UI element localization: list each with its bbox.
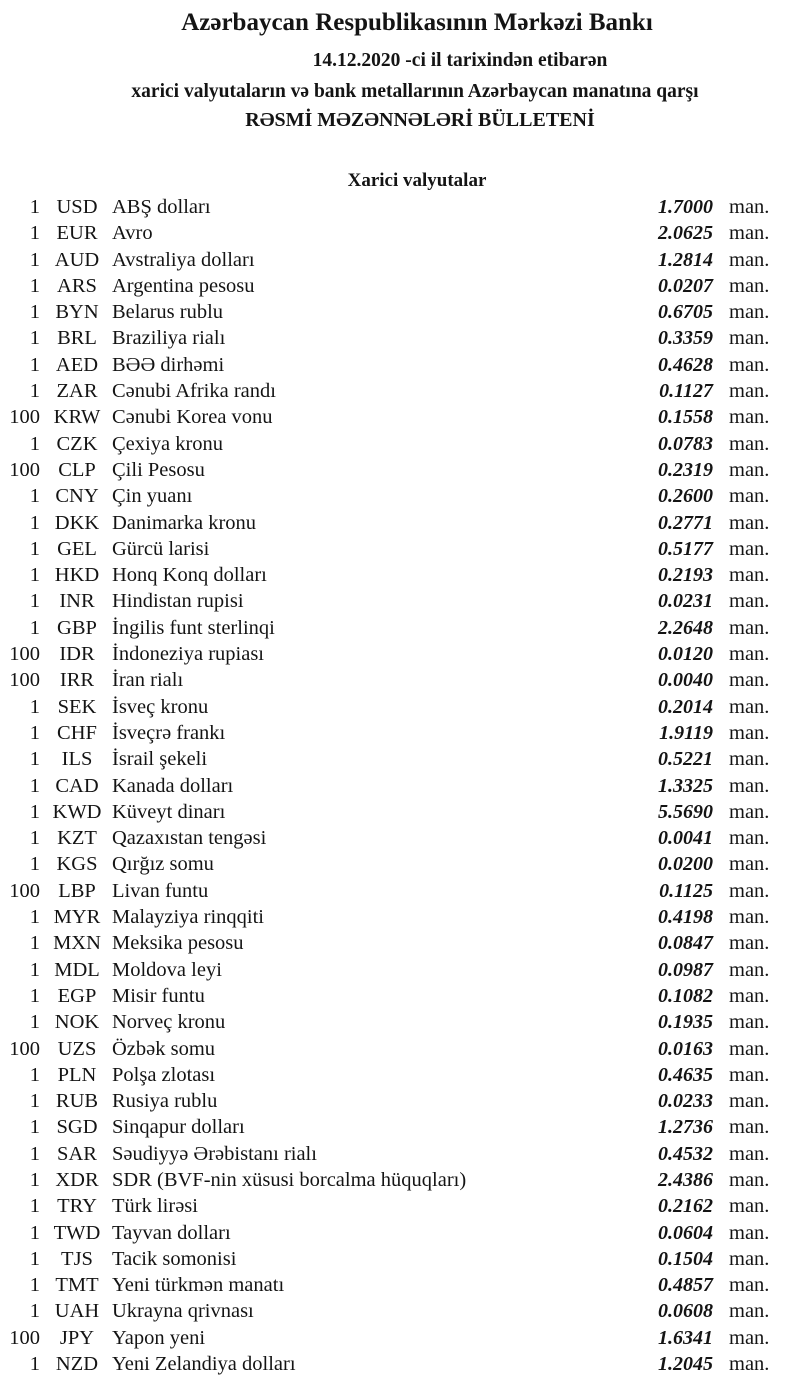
rate-row-pln xyxy=(0,1062,800,1088)
quantity: 1 xyxy=(29,222,40,245)
currency-code: NOK xyxy=(54,1011,100,1034)
quantity: 1 xyxy=(29,695,40,718)
currency-name: Hindistan rupisi xyxy=(112,590,244,613)
quantity: 100 xyxy=(9,643,40,666)
unit-label: man. xyxy=(729,1353,770,1376)
unit-label: man. xyxy=(729,1221,770,1244)
rate-row-cny xyxy=(0,483,800,509)
rate-row-cad xyxy=(0,773,800,799)
unit-label: man. xyxy=(729,248,770,271)
rate-row-sek xyxy=(0,694,800,720)
quantity: 100 xyxy=(9,406,40,429)
unit-label: man. xyxy=(729,616,770,639)
rate-row-chf xyxy=(0,720,800,746)
currency-code: AED xyxy=(55,353,99,376)
rate-row-inr xyxy=(0,588,800,614)
currency-code: USD xyxy=(56,196,98,218)
quantity: 1 xyxy=(29,511,40,534)
currency-name: ABŞ dolları xyxy=(112,196,211,218)
rate-row-myr xyxy=(0,904,800,930)
unit-label: man. xyxy=(729,1168,770,1191)
currency-name: İsrail şekeli xyxy=(112,748,208,771)
currency-name: Cənubi Afrika randı xyxy=(112,380,276,403)
currency-name: Səudiyyə Ərəbistanı rialı xyxy=(112,1142,317,1165)
rate-value: 0.1082 xyxy=(658,984,713,1007)
rate-value: 0.0231 xyxy=(658,590,713,613)
rate-row-mdl xyxy=(0,957,800,983)
bulletin-page xyxy=(0,6,800,1390)
rate-row-nok xyxy=(0,1009,800,1035)
rate-row-lbp xyxy=(0,878,800,904)
rate-value: 0.4198 xyxy=(658,906,713,929)
currency-code: UZS xyxy=(57,1037,97,1060)
rate-value: 0.2162 xyxy=(658,1195,713,1218)
rate-row-kgs xyxy=(0,851,800,877)
currency-code: MDL xyxy=(54,958,100,981)
currency-name: Misir funtu xyxy=(112,984,205,1007)
currency-name: Yeni Zelandiya dolları xyxy=(112,1353,296,1376)
rate-value: 0.4628 xyxy=(658,353,713,376)
quantity: 1 xyxy=(29,827,40,850)
quantity: 1 xyxy=(29,1116,40,1139)
currency-code: KZT xyxy=(57,827,97,850)
rate-row-czk xyxy=(0,431,800,457)
rate-value: 0.6705 xyxy=(658,301,713,324)
rate-row-gbp xyxy=(0,615,800,641)
unit-label: man. xyxy=(729,274,770,297)
quantity: 100 xyxy=(9,669,40,692)
currency-code: ARS xyxy=(57,274,97,297)
quantity: 1 xyxy=(29,1011,40,1034)
currency-code: CLP xyxy=(58,458,96,481)
quantity: 1 xyxy=(29,616,40,639)
currency-code: SEK xyxy=(57,695,97,718)
unit-label: man. xyxy=(729,537,770,560)
currency-code: KWD xyxy=(52,800,102,823)
currency-name: Honq Konq dolları xyxy=(112,564,267,587)
currency-code: KGS xyxy=(56,853,98,876)
quantity: 1 xyxy=(29,327,40,350)
unit-label: man. xyxy=(729,485,770,508)
quantity: 100 xyxy=(9,879,40,902)
rate-row-tjs xyxy=(0,1246,800,1272)
rate-row-kwd xyxy=(0,799,800,825)
unit-label: man. xyxy=(729,432,770,455)
unit-label: man. xyxy=(729,196,770,218)
rate-value: 1.2045 xyxy=(658,1353,713,1376)
unit-label: man. xyxy=(729,748,770,771)
rate-value: 1.2736 xyxy=(658,1116,713,1139)
rate-row-aud xyxy=(0,247,800,273)
rate-value: 0.0783 xyxy=(658,432,713,455)
currency-name: Danimarka kronu xyxy=(112,511,257,534)
quantity: 1 xyxy=(29,1300,40,1323)
page-title: Azərbaycan Respublikasının Mərkəzi Bankı xyxy=(181,9,653,36)
rate-row-ars xyxy=(0,273,800,299)
unit-label: man. xyxy=(729,1274,770,1297)
quantity: 1 xyxy=(29,853,40,876)
unit-label: man. xyxy=(729,327,770,350)
unit-label: man. xyxy=(729,643,770,666)
currency-name: Tacik somonisi xyxy=(112,1247,237,1270)
quantity: 1 xyxy=(29,380,40,403)
currency-code: HKD xyxy=(54,564,100,587)
quantity: 1 xyxy=(29,1221,40,1244)
unit-label: man. xyxy=(729,1090,770,1113)
currency-code: PLN xyxy=(57,1063,97,1086)
unit-label: man. xyxy=(729,301,770,324)
currency-name: Çili Pesosu xyxy=(112,458,205,481)
currency-name: İsveç kronu xyxy=(112,695,209,718)
unit-label: man. xyxy=(729,590,770,613)
currency-code: BRL xyxy=(57,327,97,350)
bulletin-title: RƏSMİ MƏZƏNNƏLƏRİ BÜLLETENİ xyxy=(245,109,595,131)
unit-label: man. xyxy=(729,222,770,245)
quantity: 1 xyxy=(29,1353,40,1376)
unit-label: man. xyxy=(729,932,770,955)
currency-code: LBP xyxy=(58,879,96,902)
currency-code: NZD xyxy=(55,1353,99,1376)
unit-label: man. xyxy=(729,721,770,744)
rate-row-hkd xyxy=(0,562,800,588)
currency-code: EUR xyxy=(56,222,98,245)
currency-code: AUD xyxy=(54,248,100,271)
currency-code: DKK xyxy=(54,511,100,534)
currency-name: Yeni türkmən manatı xyxy=(112,1274,285,1297)
rate-row-twd xyxy=(0,1220,800,1246)
unit-label: man. xyxy=(729,1195,770,1218)
rate-value: 1.3325 xyxy=(658,774,713,797)
rate-row-ils xyxy=(0,746,800,772)
currency-name: BƏƏ dirhəmi xyxy=(112,353,225,376)
currency-code: IDR xyxy=(59,643,95,666)
currency-name: Yapon yeni xyxy=(112,1326,206,1349)
unit-label: man. xyxy=(729,1247,770,1270)
currency-name: Meksika pesosu xyxy=(112,932,244,955)
quantity: 1 xyxy=(29,564,40,587)
currency-name: İndoneziya rupiası xyxy=(112,643,264,666)
currency-code: TMT xyxy=(55,1274,99,1297)
rate-value: 0.0041 xyxy=(658,827,713,850)
rate-row-usd xyxy=(0,194,800,220)
unit-label: man. xyxy=(729,669,770,692)
currency-name: Qazaxıstan tengəsi xyxy=(112,827,267,850)
rate-row-uah xyxy=(0,1298,800,1324)
rate-row-krw xyxy=(0,404,800,430)
rate-value: 0.0604 xyxy=(658,1221,713,1244)
currency-name: Braziliya rialı xyxy=(112,327,226,350)
currency-code: TRY xyxy=(57,1195,97,1218)
rate-value: 0.4532 xyxy=(658,1142,713,1165)
rate-value: 0.0847 xyxy=(658,932,713,955)
currency-code: TJS xyxy=(61,1247,93,1270)
rate-row-byn xyxy=(0,299,800,325)
currency-code: CAD xyxy=(55,774,99,797)
quantity: 100 xyxy=(9,1037,40,1060)
unit-label: man. xyxy=(729,1063,770,1086)
currency-name: Küveyt dinarı xyxy=(112,800,226,823)
quantity: 1 xyxy=(29,196,40,218)
rate-value: 2.0625 xyxy=(658,222,713,245)
unit-label: man. xyxy=(729,1037,770,1060)
quantity: 1 xyxy=(29,932,40,955)
rate-row-dkk xyxy=(0,510,800,536)
unit-label: man. xyxy=(729,958,770,981)
quantity: 1 xyxy=(29,1090,40,1113)
quantity: 1 xyxy=(29,301,40,324)
unit-label: man. xyxy=(729,380,770,403)
currency-name: Özbək somu xyxy=(112,1037,216,1060)
rate-value: 0.0120 xyxy=(658,643,713,666)
currency-code: BYN xyxy=(55,301,99,324)
currency-name: Sinqapur dolları xyxy=(112,1116,245,1139)
rate-value: 0.0608 xyxy=(658,1300,713,1323)
currency-name: Rusiya rublu xyxy=(112,1090,218,1113)
rate-row-gel xyxy=(0,536,800,562)
quantity: 1 xyxy=(29,485,40,508)
currency-code: RUB xyxy=(55,1090,99,1113)
rate-row-nzd xyxy=(0,1351,800,1377)
rate-value: 0.0200 xyxy=(658,853,713,876)
currency-name: Qırğız somu xyxy=(112,853,214,876)
rate-value: 0.1558 xyxy=(658,406,713,429)
section-title-foreign-currencies: Xarici valyutalar xyxy=(347,170,487,191)
currency-name: Ukrayna qrivnası xyxy=(112,1300,254,1323)
rate-row-mxn xyxy=(0,930,800,956)
currency-code: XDR xyxy=(55,1168,99,1191)
quantity: 1 xyxy=(29,906,40,929)
currency-code: CNY xyxy=(55,485,99,508)
currency-code: JPY xyxy=(59,1326,95,1349)
rate-row-eur xyxy=(0,220,800,246)
rate-value: 1.6341 xyxy=(658,1326,713,1349)
rate-value: 0.4857 xyxy=(658,1274,713,1297)
rate-value: 0.0040 xyxy=(658,669,713,692)
rate-row-tmt xyxy=(0,1272,800,1298)
unit-label: man. xyxy=(729,800,770,823)
currency-name: SDR (BVF-nin xüsusi borcalma hüquqları) xyxy=(112,1168,467,1191)
currency-code: MYR xyxy=(53,906,101,929)
rate-value: 0.0207 xyxy=(658,274,713,297)
rate-value: 1.9119 xyxy=(659,721,713,744)
quantity: 1 xyxy=(29,432,40,455)
rate-value: 0.2014 xyxy=(658,695,713,718)
rate-value: 0.2771 xyxy=(658,511,713,534)
quantity: 100 xyxy=(9,458,40,481)
currency-name: Belarus rublu xyxy=(112,301,224,324)
unit-label: man. xyxy=(729,1011,770,1034)
quantity: 1 xyxy=(29,274,40,297)
quantity: 1 xyxy=(29,721,40,744)
unit-label: man. xyxy=(729,906,770,929)
rate-value: 0.2193 xyxy=(658,564,713,587)
currency-name: Çexiya kronu xyxy=(112,432,224,455)
rate-value: 0.5221 xyxy=(658,748,713,771)
quantity: 1 xyxy=(29,748,40,771)
rate-row-idr xyxy=(0,641,800,667)
unit-label: man. xyxy=(729,984,770,1007)
unit-label: man. xyxy=(729,1116,770,1139)
rate-value: 0.0987 xyxy=(658,958,713,981)
unit-label: man. xyxy=(729,853,770,876)
effective-date-line: 14.12.2020 -ci il tarixindən etibarən xyxy=(312,50,608,71)
currency-name: Moldova leyi xyxy=(112,958,222,981)
quantity: 1 xyxy=(29,774,40,797)
rate-value: 0.4635 xyxy=(658,1063,713,1086)
quantity: 1 xyxy=(29,800,40,823)
rate-value: 5.5690 xyxy=(658,800,713,823)
rate-row-uzs xyxy=(0,1036,800,1062)
rate-value: 0.0163 xyxy=(658,1037,713,1060)
unit-label: man. xyxy=(729,564,770,587)
rate-row-kzt xyxy=(0,825,800,851)
currency-code: UAH xyxy=(54,1300,100,1323)
currency-name: İsveçrə frankı xyxy=(112,721,226,744)
rate-value: 0.2319 xyxy=(658,458,713,481)
unit-label: man. xyxy=(729,458,770,481)
currency-code: MXN xyxy=(53,932,101,955)
quantity: 1 xyxy=(29,537,40,560)
currency-code: SGD xyxy=(56,1116,98,1139)
quantity: 1 xyxy=(29,1195,40,1218)
exchange-rates-table xyxy=(0,194,800,1377)
currency-name: Malayziya rinqqiti xyxy=(112,906,264,929)
unit-label: man. xyxy=(729,1300,770,1323)
quantity: 1 xyxy=(29,1247,40,1270)
rate-value: 0.1127 xyxy=(659,380,713,403)
rate-row-egp xyxy=(0,983,800,1009)
quantity: 1 xyxy=(29,984,40,1007)
rate-value: 0.1504 xyxy=(658,1247,713,1270)
rate-row-clp xyxy=(0,457,800,483)
currency-code: ILS xyxy=(61,748,93,771)
quantity: 1 xyxy=(29,1063,40,1086)
rate-row-xdr xyxy=(0,1167,800,1193)
currency-name: Cənubi Korea vonu xyxy=(112,406,273,429)
quantity: 1 xyxy=(29,590,40,613)
rate-row-sgd xyxy=(0,1114,800,1140)
currency-name: Norveç kronu xyxy=(112,1011,226,1034)
rate-value: 0.5177 xyxy=(658,537,713,560)
rate-value: 0.1125 xyxy=(659,879,713,902)
unit-label: man. xyxy=(729,1326,770,1349)
currency-name: Türk lirəsi xyxy=(112,1195,198,1218)
rate-value: 2.2648 xyxy=(658,616,713,639)
currency-name: Avro xyxy=(112,222,153,245)
currency-name: Gürcü larisi xyxy=(112,537,210,560)
unit-label: man. xyxy=(729,406,770,429)
currency-name: İran rialı xyxy=(112,669,184,692)
rate-row-zar xyxy=(0,378,800,404)
currency-code: ZAR xyxy=(56,380,98,403)
rate-value: 0.0233 xyxy=(658,1090,713,1113)
currency-code: GBP xyxy=(57,616,97,639)
currency-code: TWD xyxy=(53,1221,101,1244)
currency-name: Polşa zlotası xyxy=(112,1063,216,1086)
currency-name: Avstraliya dolları xyxy=(112,248,255,271)
currency-code: IRR xyxy=(59,669,95,692)
currency-name: Çin yuanı xyxy=(112,485,193,508)
rate-row-aed xyxy=(0,352,800,378)
quantity: 1 xyxy=(29,1274,40,1297)
unit-label: man. xyxy=(729,1142,770,1165)
quantity: 1 xyxy=(29,353,40,376)
currency-code: CHF xyxy=(57,721,97,744)
rate-value: 0.3359 xyxy=(658,327,713,350)
rate-row-sar xyxy=(0,1141,800,1167)
quantity: 1 xyxy=(29,1142,40,1165)
unit-label: man. xyxy=(729,695,770,718)
rate-row-try xyxy=(0,1193,800,1219)
currency-code: CZK xyxy=(56,432,98,455)
unit-label: man. xyxy=(729,774,770,797)
rate-row-brl xyxy=(0,325,800,351)
currency-name: Livan funtu xyxy=(112,879,209,902)
unit-label: man. xyxy=(729,511,770,534)
subject-line: xarici valyutaların və bank metallarının Azərbaycan manatına qarşı xyxy=(131,81,699,102)
rate-value: 0.1935 xyxy=(658,1011,713,1034)
currency-name: Tayvan dolları xyxy=(112,1221,231,1244)
unit-label: man. xyxy=(729,879,770,902)
currency-code: KRW xyxy=(53,406,101,429)
currency-name: Argentina pesosu xyxy=(112,274,255,297)
currency-code: GEL xyxy=(57,537,97,560)
rate-value: 1.7000 xyxy=(658,196,713,218)
quantity: 1 xyxy=(29,248,40,271)
rate-row-irr xyxy=(0,667,800,693)
rate-row-rub xyxy=(0,1088,800,1114)
rate-value: 1.2814 xyxy=(658,248,713,271)
currency-code: SAR xyxy=(57,1142,97,1165)
rate-value: 0.2600 xyxy=(658,485,713,508)
quantity: 1 xyxy=(29,1168,40,1191)
rate-row-jpy xyxy=(0,1325,800,1351)
currency-name: Kanada dolları xyxy=(112,774,234,797)
rate-value: 2.4386 xyxy=(658,1168,713,1191)
currency-code: INR xyxy=(59,590,95,613)
currency-name: İngilis funt sterlinqi xyxy=(112,616,275,639)
currency-code: EGP xyxy=(57,984,97,1007)
unit-label: man. xyxy=(729,827,770,850)
quantity: 1 xyxy=(29,958,40,981)
unit-label: man. xyxy=(729,353,770,376)
quantity: 100 xyxy=(9,1326,40,1349)
